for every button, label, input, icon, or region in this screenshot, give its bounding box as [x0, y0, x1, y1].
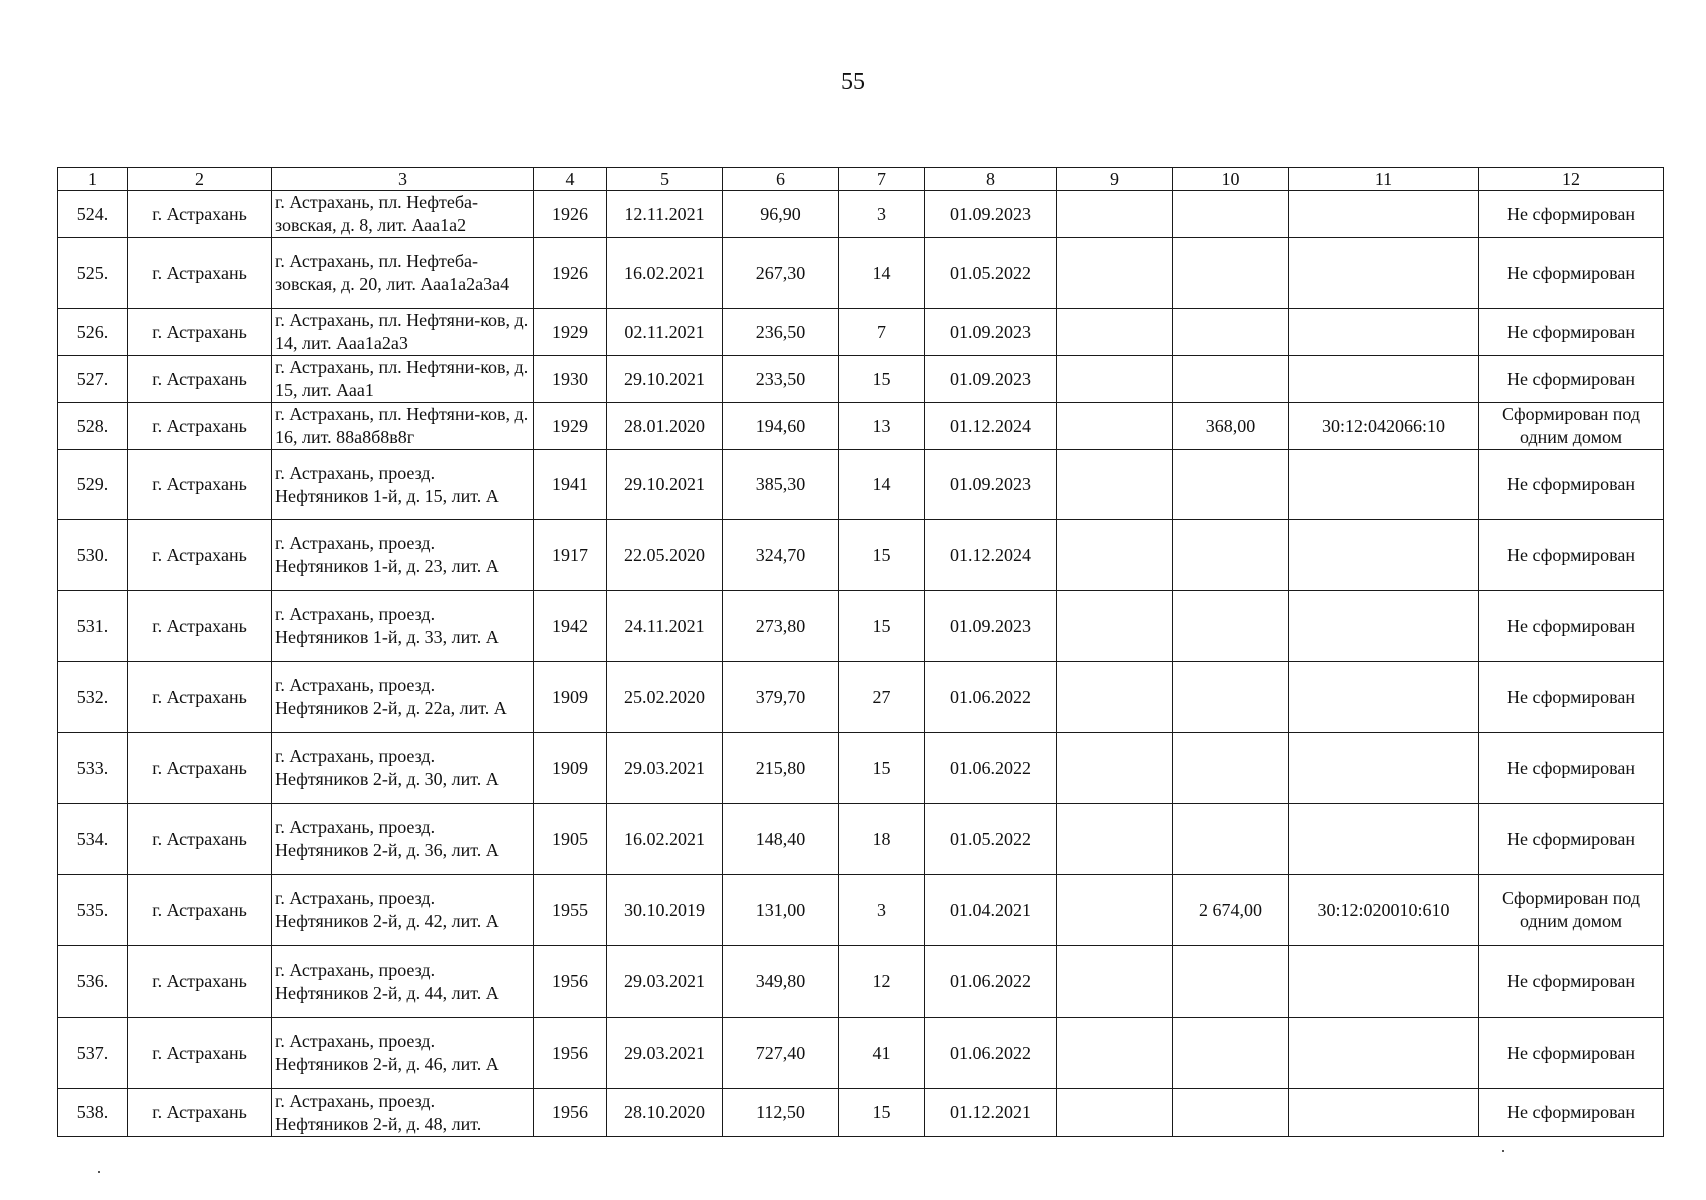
deadline-cell: 01.06.2022	[925, 946, 1057, 1018]
cadastral-number-cell	[1289, 733, 1479, 804]
count-cell: 3	[839, 191, 925, 238]
date-cell: 16.02.2021	[607, 238, 723, 309]
status-cell: Не сформирован	[1479, 238, 1664, 309]
status-cell: Не сформирован	[1479, 309, 1664, 356]
status-cell: Не сформирован	[1479, 450, 1664, 520]
cadastral-number-cell	[1289, 191, 1479, 238]
cadastral-number-cell	[1289, 662, 1479, 733]
land-area-cell	[1173, 1089, 1289, 1137]
year-cell: 1929	[534, 403, 607, 450]
count-cell: 15	[839, 520, 925, 591]
cadastral-number-cell	[1289, 946, 1479, 1018]
land-area-cell: 368,00	[1173, 403, 1289, 450]
col9-cell	[1057, 450, 1173, 520]
area-cell: 215,80	[723, 733, 839, 804]
status-cell: Не сформирован	[1479, 946, 1664, 1018]
year-cell: 1929	[534, 309, 607, 356]
area-cell: 194,60	[723, 403, 839, 450]
area-cell: 148,40	[723, 804, 839, 875]
date-cell: 29.10.2021	[607, 450, 723, 520]
address-cell: г. Астрахань, пл. Нефтяни-ков, д. 16, лит. 88а8б8в8г	[272, 403, 534, 450]
header-cell: 12	[1479, 168, 1664, 191]
col9-cell	[1057, 662, 1173, 733]
date-cell: 29.03.2021	[607, 946, 723, 1018]
row-number-cell: 536.	[58, 946, 128, 1018]
date-cell: 24.11.2021	[607, 591, 723, 662]
row-number-cell: 538.	[58, 1089, 128, 1137]
address-cell: г. Астрахань, проезд. Нефтяников 2-й, д. 30, лит. А	[272, 733, 534, 804]
area-cell: 379,70	[723, 662, 839, 733]
year-cell: 1926	[534, 238, 607, 309]
cadastral-number-cell: 30:12:020010:610	[1289, 875, 1479, 946]
status-cell: Не сформирован	[1479, 733, 1664, 804]
area-cell: 112,50	[723, 1089, 839, 1137]
deadline-cell: 01.06.2022	[925, 1018, 1057, 1089]
address-cell: г. Астрахань, проезд. Нефтяников 1-й, д. 15, лит. А	[272, 450, 534, 520]
date-cell: 28.10.2020	[607, 1089, 723, 1137]
cadastral-number-cell	[1289, 450, 1479, 520]
deadline-cell: 01.05.2022	[925, 804, 1057, 875]
land-area-cell: 2 674,00	[1173, 875, 1289, 946]
cadastral-number-cell	[1289, 1018, 1479, 1089]
deadline-cell: 01.09.2023	[925, 591, 1057, 662]
date-cell: 29.03.2021	[607, 733, 723, 804]
count-cell: 41	[839, 1018, 925, 1089]
city-cell: г. Астрахань	[128, 662, 272, 733]
deadline-cell: 01.12.2024	[925, 403, 1057, 450]
header-cell: 11	[1289, 168, 1479, 191]
count-cell: 15	[839, 591, 925, 662]
row-number-cell: 526.	[58, 309, 128, 356]
table-row	[58, 733, 1664, 804]
cadastral-number-cell	[1289, 591, 1479, 662]
land-area-cell	[1173, 356, 1289, 403]
deadline-cell: 01.06.2022	[925, 733, 1057, 804]
table-row	[58, 875, 1664, 946]
date-cell: 22.05.2020	[607, 520, 723, 591]
header-cell: 6	[723, 168, 839, 191]
area-cell: 267,30	[723, 238, 839, 309]
land-area-cell	[1173, 591, 1289, 662]
deadline-cell: 01.04.2021	[925, 875, 1057, 946]
city-cell: г. Астрахань	[128, 1089, 272, 1137]
area-cell: 273,80	[723, 591, 839, 662]
address-cell: г. Астрахань, проезд. Нефтяников 2-й, д. 42, лит. А	[272, 875, 534, 946]
col9-cell	[1057, 946, 1173, 1018]
deadline-cell: 01.12.2024	[925, 520, 1057, 591]
land-area-cell	[1173, 520, 1289, 591]
header-cell: 2	[128, 168, 272, 191]
table-row	[58, 591, 1664, 662]
count-cell: 12	[839, 946, 925, 1018]
row-number-cell: 532.	[58, 662, 128, 733]
count-cell: 14	[839, 450, 925, 520]
col9-cell	[1057, 238, 1173, 309]
table-row	[58, 403, 1664, 450]
land-area-cell	[1173, 450, 1289, 520]
col9-cell	[1057, 309, 1173, 356]
date-cell: 02.11.2021	[607, 309, 723, 356]
year-cell: 1942	[534, 591, 607, 662]
land-area-cell	[1173, 946, 1289, 1018]
row-number-cell: 531.	[58, 591, 128, 662]
city-cell: г. Астрахань	[128, 450, 272, 520]
city-cell: г. Астрахань	[128, 191, 272, 238]
header-cell: 1	[58, 168, 128, 191]
row-number-cell: 525.	[58, 238, 128, 309]
year-cell: 1941	[534, 450, 607, 520]
year-cell: 1956	[534, 1089, 607, 1137]
city-cell: г. Астрахань	[128, 875, 272, 946]
cadastral-number-cell	[1289, 1089, 1479, 1137]
date-cell: 29.10.2021	[607, 356, 723, 403]
col9-cell	[1057, 591, 1173, 662]
address-cell: г. Астрахань, пл. Нефтеба-зовская, д. 8, лит. Ааа1а2	[272, 191, 534, 238]
date-cell: 29.03.2021	[607, 1018, 723, 1089]
table-row	[58, 662, 1664, 733]
year-cell: 1956	[534, 946, 607, 1018]
date-cell: 25.02.2020	[607, 662, 723, 733]
header-cell: 9	[1057, 168, 1173, 191]
area-cell: 96,90	[723, 191, 839, 238]
status-cell: Не сформирован	[1479, 662, 1664, 733]
count-cell: 27	[839, 662, 925, 733]
row-number-cell: 528.	[58, 403, 128, 450]
row-number-cell: 529.	[58, 450, 128, 520]
address-cell: г. Астрахань, пл. Нефтяни-ков, д. 14, лит. Ааа1а2а3	[272, 309, 534, 356]
city-cell: г. Астрахань	[128, 591, 272, 662]
deadline-cell: 01.09.2023	[925, 191, 1057, 238]
table-row	[58, 238, 1664, 309]
cadastral-number-cell	[1289, 356, 1479, 403]
year-cell: 1955	[534, 875, 607, 946]
deadline-cell: 01.05.2022	[925, 238, 1057, 309]
cadastral-number-cell	[1289, 520, 1479, 591]
status-cell: Не сформирован	[1479, 1018, 1664, 1089]
cadastral-number-cell	[1289, 804, 1479, 875]
status-cell: Сформирован под одним домом	[1479, 403, 1664, 450]
header-cell: 7	[839, 168, 925, 191]
status-cell: Сформирован под одним домом	[1479, 875, 1664, 946]
col9-cell	[1057, 875, 1173, 946]
row-number-cell: 537.	[58, 1018, 128, 1089]
area-cell: 385,30	[723, 450, 839, 520]
year-cell: 1909	[534, 733, 607, 804]
table-row	[58, 1089, 1664, 1137]
count-cell: 18	[839, 804, 925, 875]
row-number-cell: 533.	[58, 733, 128, 804]
land-area-cell	[1173, 238, 1289, 309]
count-cell: 15	[839, 356, 925, 403]
status-cell: Не сформирован	[1479, 591, 1664, 662]
table-row	[58, 356, 1664, 403]
city-cell: г. Астрахань	[128, 733, 272, 804]
address-cell: г. Астрахань, проезд. Нефтяников 1-й, д. 33, лит. А	[272, 591, 534, 662]
header-cell: 10	[1173, 168, 1289, 191]
col9-cell	[1057, 1018, 1173, 1089]
count-cell: 3	[839, 875, 925, 946]
date-cell: 12.11.2021	[607, 191, 723, 238]
city-cell: г. Астрахань	[128, 946, 272, 1018]
cadastral-number-cell	[1289, 309, 1479, 356]
city-cell: г. Астрахань	[128, 309, 272, 356]
deadline-cell: 01.09.2023	[925, 309, 1057, 356]
date-cell: 28.01.2020	[607, 403, 723, 450]
city-cell: г. Астрахань	[128, 238, 272, 309]
address-cell: г. Астрахань, проезд. Нефтяников 2-й, д. 46, лит. А	[272, 1018, 534, 1089]
city-cell: г. Астрахань	[128, 403, 272, 450]
address-cell: г. Астрахань, пл. Нефтяни-ков, д. 15, лит. Ааа1	[272, 356, 534, 403]
header-cell: 5	[607, 168, 723, 191]
count-cell: 15	[839, 733, 925, 804]
city-cell: г. Астрахань	[128, 1018, 272, 1089]
table-row	[58, 1018, 1664, 1089]
table-row	[58, 450, 1664, 520]
col9-cell	[1057, 1089, 1173, 1137]
table-row	[58, 804, 1664, 875]
land-area-cell	[1173, 309, 1289, 356]
header-cell: 4	[534, 168, 607, 191]
city-cell: г. Астрахань	[128, 520, 272, 591]
header-cell: 8	[925, 168, 1057, 191]
table-body	[58, 168, 1664, 1137]
land-area-cell	[1173, 804, 1289, 875]
deadline-cell: 01.09.2023	[925, 356, 1057, 403]
scan-speck	[1502, 1150, 1504, 1152]
year-cell: 1926	[534, 191, 607, 238]
count-cell: 15	[839, 1089, 925, 1137]
count-cell: 13	[839, 403, 925, 450]
address-cell: г. Астрахань, проезд. Нефтяников 2-й, д. 22а, лит. А	[272, 662, 534, 733]
table-row	[58, 191, 1664, 238]
cadastral-number-cell: 30:12:042066:10	[1289, 403, 1479, 450]
status-cell: Не сформирован	[1479, 1089, 1664, 1137]
land-area-cell	[1173, 191, 1289, 238]
address-cell: г. Астрахань, проезд. Нефтяников 2-й, д. 36, лит. А	[272, 804, 534, 875]
header-row	[58, 168, 1664, 191]
deadline-cell: 01.09.2023	[925, 450, 1057, 520]
table-row	[58, 946, 1664, 1018]
address-cell: г. Астрахань, пл. Нефтеба-зовская, д. 20, лит. Ааа1а2а3а4	[272, 238, 534, 309]
col9-cell	[1057, 520, 1173, 591]
area-cell: 233,50	[723, 356, 839, 403]
cadastral-number-cell	[1289, 238, 1479, 309]
year-cell: 1930	[534, 356, 607, 403]
area-cell: 324,70	[723, 520, 839, 591]
city-cell: г. Астрахань	[128, 356, 272, 403]
col9-cell	[1057, 356, 1173, 403]
year-cell: 1917	[534, 520, 607, 591]
year-cell: 1905	[534, 804, 607, 875]
page-number: 55	[841, 69, 865, 95]
count-cell: 14	[839, 238, 925, 309]
area-cell: 131,00	[723, 875, 839, 946]
address-cell: г. Астрахань, проезд. Нефтяников 2-й, д. 44, лит. А	[272, 946, 534, 1018]
date-cell: 30.10.2019	[607, 875, 723, 946]
row-number-cell: 534.	[58, 804, 128, 875]
col9-cell	[1057, 191, 1173, 238]
year-cell: 1909	[534, 662, 607, 733]
address-cell: г. Астрахань, проезд. Нефтяников 2-й, д. 48, лит.	[272, 1089, 534, 1137]
row-number-cell: 527.	[58, 356, 128, 403]
land-area-cell	[1173, 733, 1289, 804]
col9-cell	[1057, 403, 1173, 450]
address-cell: г. Астрахань, проезд. Нефтяников 1-й, д. 23, лит. А	[272, 520, 534, 591]
area-cell: 727,40	[723, 1018, 839, 1089]
status-cell: Не сформирован	[1479, 520, 1664, 591]
col9-cell	[1057, 733, 1173, 804]
status-cell: Не сформирован	[1479, 356, 1664, 403]
city-cell: г. Астрахань	[128, 804, 272, 875]
land-area-cell	[1173, 662, 1289, 733]
count-cell: 7	[839, 309, 925, 356]
row-number-cell: 535.	[58, 875, 128, 946]
header-cell: 3	[272, 168, 534, 191]
scan-speck	[98, 1171, 100, 1173]
row-number-cell: 524.	[58, 191, 128, 238]
table-row	[58, 520, 1664, 591]
area-cell: 236,50	[723, 309, 839, 356]
date-cell: 16.02.2021	[607, 804, 723, 875]
row-number-cell: 530.	[58, 520, 128, 591]
register-table	[57, 167, 1664, 1137]
year-cell: 1956	[534, 1018, 607, 1089]
deadline-cell: 01.06.2022	[925, 662, 1057, 733]
col9-cell	[1057, 804, 1173, 875]
deadline-cell: 01.12.2021	[925, 1089, 1057, 1137]
area-cell: 349,80	[723, 946, 839, 1018]
status-cell: Не сформирован	[1479, 804, 1664, 875]
status-cell: Не сформирован	[1479, 191, 1664, 238]
land-area-cell	[1173, 1018, 1289, 1089]
table-row	[58, 309, 1664, 356]
